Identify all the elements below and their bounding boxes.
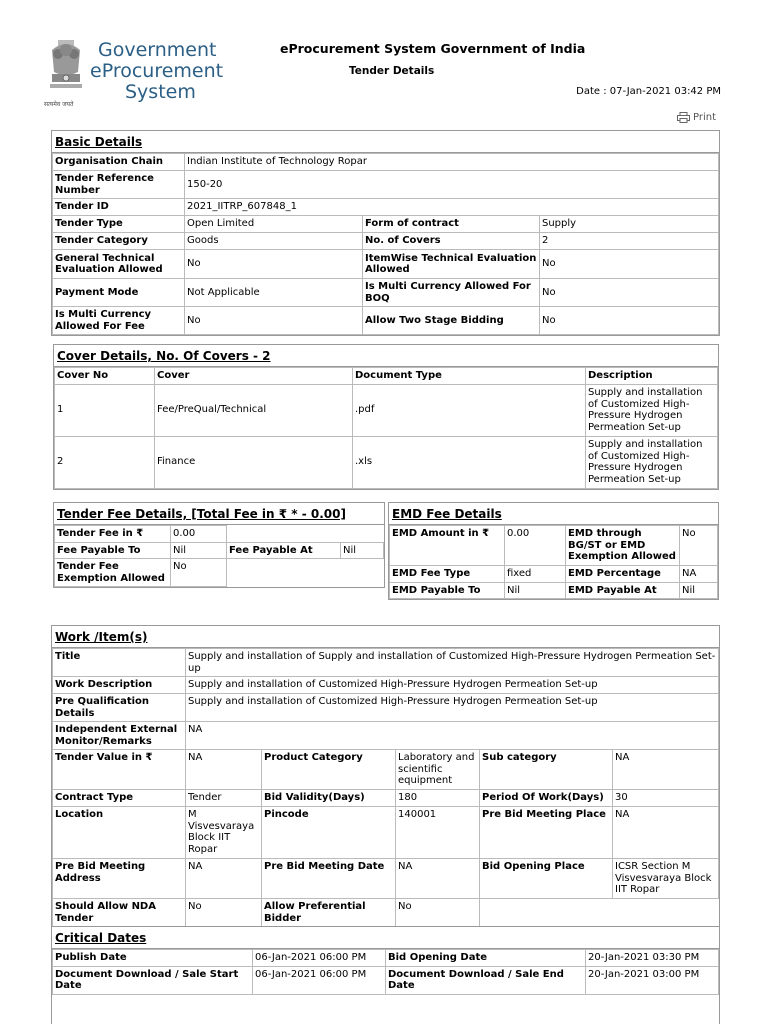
payment-mode-label: Payment Mode xyxy=(53,279,185,307)
emd-fee-table xyxy=(389,525,718,599)
itemwise-te-label: ItemWise Technical Evaluation Allowed xyxy=(363,250,540,279)
critical-dates-table xyxy=(52,949,719,995)
cover-name: Fee/PreQual/Technical xyxy=(155,384,353,436)
prebid-address-label: Pre Bid Meeting Address xyxy=(53,859,186,899)
multi-currency-fee-value: No xyxy=(185,307,363,335)
emd-fee-section xyxy=(388,502,719,600)
nda-tender-label: Should Allow NDA Tender xyxy=(53,899,186,928)
publish-date-label: Publish Date xyxy=(53,950,253,967)
page-title: Tender Details xyxy=(349,65,435,77)
nda-tender-value: No xyxy=(186,899,262,928)
tender-type-value: Open Limited xyxy=(185,216,363,233)
basic-details-section xyxy=(51,130,720,336)
iem-remarks-value: NA xyxy=(186,722,719,750)
tender-fee-title: Tender Fee Details, [Total Fee in ₹ * - 0.00] xyxy=(54,503,384,525)
emblem-caption: सत्यमेव जयते xyxy=(44,101,74,108)
critical-dates-title: Critical Dates xyxy=(52,927,719,949)
cover-details-title: Cover Details, No. Of Covers - 2 xyxy=(54,345,718,367)
tender-ref-label: Tender Reference Number xyxy=(53,171,185,199)
preferential-bidder-label: Allow Preferential Bidder xyxy=(262,899,396,928)
basic-details-table xyxy=(52,153,719,335)
emd-exemption-label: EMD through BG/ST or EMD Exemption Allowed xyxy=(566,526,680,566)
sub-category-label: Sub category xyxy=(480,750,613,790)
fee-exemption-label: Tender Fee Exemption Allowed xyxy=(55,559,171,587)
no-of-covers-value: 2 xyxy=(540,233,719,250)
tender-category-value: Goods xyxy=(185,233,363,250)
product-category-label: Product Category xyxy=(262,750,396,790)
itemwise-te-value: No xyxy=(540,250,719,279)
fee-payable-at-label: Fee Payable At xyxy=(227,542,341,559)
emd-fee-type-value: fixed xyxy=(505,566,566,583)
emd-fee-title: EMD Fee Details xyxy=(389,503,718,525)
multi-currency-fee-label: Is Multi Currency Allowed For Fee xyxy=(53,307,185,335)
printer-icon xyxy=(677,112,690,123)
work-items-section xyxy=(51,625,720,929)
cover-details-table xyxy=(54,367,718,489)
location-label: Location xyxy=(53,807,186,859)
site-title: eProcurement System Government of India xyxy=(280,41,586,56)
emd-percentage-value: NA xyxy=(680,566,718,583)
cover-header: Description xyxy=(586,368,718,385)
prebid-address-value: NA xyxy=(186,859,262,899)
table-row xyxy=(55,384,718,436)
preferential-bidder-value: No xyxy=(396,899,480,928)
table-row xyxy=(55,436,718,488)
tender-id-value: 2021_IITRP_607848_1 xyxy=(185,199,719,216)
multi-currency-boq-label: Is Multi Currency Allowed For BOQ xyxy=(363,279,540,307)
form-of-contract-label: Form of contract xyxy=(363,216,540,233)
cover-details-section xyxy=(53,344,719,490)
fee-exemption-value: No xyxy=(171,559,227,587)
cover-header: Cover xyxy=(155,368,353,385)
emd-amount-value: 0.00 xyxy=(505,526,566,566)
location-value: M Visvesvaraya Block IIT Ropar xyxy=(186,807,262,859)
pincode-value: 140001 xyxy=(396,807,480,859)
contract-type-value: Tender xyxy=(186,790,262,807)
tender-type-label: Tender Type xyxy=(53,216,185,233)
download-start-label: Document Download / Sale Start Date xyxy=(53,966,253,994)
multi-currency-boq-value: No xyxy=(540,279,719,307)
bid-opening-date-value: 20-Jan-2021 03:30 PM xyxy=(586,950,719,967)
tender-category-label: Tender Category xyxy=(53,233,185,250)
logo-line-3[interactable]: System xyxy=(125,81,196,103)
fee-payable-to-label: Fee Payable To xyxy=(55,542,171,559)
tender-fee-value: 0.00 xyxy=(171,526,227,543)
print-button[interactable] xyxy=(677,112,716,123)
prebid-date-value: NA xyxy=(396,859,480,899)
national-emblem-icon xyxy=(44,38,88,100)
form-of-contract-value: Supply xyxy=(540,216,719,233)
emd-amount-label: EMD Amount in ₹ xyxy=(390,526,505,566)
contract-type-label: Contract Type xyxy=(53,790,186,807)
document-type: .xls xyxy=(353,436,586,488)
bid-validity-value: 180 xyxy=(396,790,480,807)
logo-line-1[interactable]: Government xyxy=(98,39,217,61)
cover-header: Document Type xyxy=(353,368,586,385)
period-of-work-label: Period Of Work(Days) xyxy=(480,790,613,807)
cover-name: Finance xyxy=(155,436,353,488)
publish-date-value: 06-Jan-2021 06:00 PM xyxy=(253,950,386,967)
bid-validity-label: Bid Validity(Days) xyxy=(262,790,396,807)
cover-header: Cover No xyxy=(55,368,155,385)
bid-opening-place-label: Bid Opening Place xyxy=(480,859,613,899)
work-title-value: Supply and installation of Supply and installation of Customized High-Pressure Hydrogen Permeation Set-up xyxy=(186,649,719,677)
prebid-place-label: Pre Bid Meeting Place xyxy=(480,807,613,859)
page-header xyxy=(0,0,770,130)
work-description-value: Supply and installation of Customized High-Pressure Hydrogen Permeation Set-up xyxy=(186,677,719,694)
bid-opening-date-label: Bid Opening Date xyxy=(386,950,586,967)
fee-payable-at-value: Nil xyxy=(341,542,384,559)
tender-value-label: Tender Value in ₹ xyxy=(53,750,186,790)
tender-id-label: Tender ID xyxy=(53,199,185,216)
no-of-covers-label: No. of Covers xyxy=(363,233,540,250)
org-chain-value: Indian Institute of Technology Ropar xyxy=(185,154,719,171)
product-category-value: Laboratory and scientific equipment xyxy=(396,750,480,790)
emd-payable-at-value: Nil xyxy=(680,582,718,599)
document-type: .pdf xyxy=(353,384,586,436)
gte-value: No xyxy=(185,250,363,279)
bid-opening-place-value: ICSR Section M Visvesvaraya Block IIT Ropar xyxy=(613,859,719,899)
tender-value-value: NA xyxy=(186,750,262,790)
work-items-title: Work /Item(s) xyxy=(52,626,719,648)
cover-no: 1 xyxy=(55,384,155,436)
cover-description: Supply and installation of Customized High-Pressure Hydrogen Permeation Set-up xyxy=(586,384,718,436)
current-date: Date : 07-Jan-2021 03:42 PM xyxy=(576,86,721,97)
download-start-value: 06-Jan-2021 06:00 PM xyxy=(253,966,386,994)
prequalification-value: Supply and installation of Customized High-Pressure Hydrogen Permeation Set-up xyxy=(186,694,719,722)
emd-payable-to-value: Nil xyxy=(505,582,566,599)
tender-fee-section xyxy=(53,502,385,588)
download-end-value: 20-Jan-2021 03:00 PM xyxy=(586,966,719,994)
tender-fee-label: Tender Fee in ₹ xyxy=(55,526,171,543)
pincode-label: Pincode xyxy=(262,807,396,859)
logo-line-2[interactable]: eProcurement xyxy=(90,60,224,82)
two-stage-bidding-value: No xyxy=(540,307,719,335)
tender-fee-table xyxy=(54,525,384,587)
payment-mode-value: Not Applicable xyxy=(185,279,363,307)
tender-ref-value: 150-20 xyxy=(185,171,719,199)
emd-payable-to-label: EMD Payable To xyxy=(390,582,505,599)
emd-percentage-label: EMD Percentage xyxy=(566,566,680,583)
prequalification-label: Pre Qualification Details xyxy=(53,694,186,722)
two-stage-bidding-label: Allow Two Stage Bidding xyxy=(363,307,540,335)
cover-no: 2 xyxy=(55,436,155,488)
prebid-date-label: Pre Bid Meeting Date xyxy=(262,859,396,899)
download-end-label: Document Download / Sale End Date xyxy=(386,966,586,994)
org-chain-label: Organisation Chain xyxy=(53,154,185,171)
print-label[interactable]: Print xyxy=(692,112,716,123)
period-of-work-value: 30 xyxy=(613,790,719,807)
gte-label: General Technical Evaluation Allowed xyxy=(53,250,185,279)
emd-exemption-value: No xyxy=(680,526,718,566)
cover-description: Supply and installation of Customized High-Pressure Hydrogen Permeation Set-up xyxy=(586,436,718,488)
basic-details-title: Basic Details xyxy=(52,131,719,153)
work-items-table xyxy=(52,648,719,928)
work-title-label: Title xyxy=(53,649,186,677)
fee-payable-to-value: Nil xyxy=(171,542,227,559)
iem-remarks-label: Independent External Monitor/Remarks xyxy=(53,722,186,750)
sub-category-value: NA xyxy=(613,750,719,790)
critical-dates-section xyxy=(51,926,720,1024)
work-description-label: Work Description xyxy=(53,677,186,694)
prebid-place-value: NA xyxy=(613,807,719,859)
emd-payable-at-label: EMD Payable At xyxy=(566,582,680,599)
emd-fee-type-label: EMD Fee Type xyxy=(390,566,505,583)
